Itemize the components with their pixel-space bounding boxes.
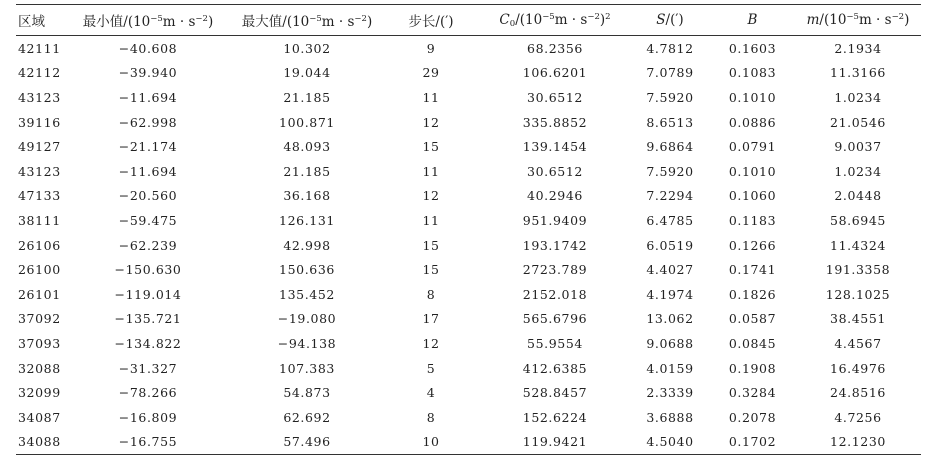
table-row: [16, 85, 921, 110]
table-row: [16, 257, 921, 282]
cell-b: 0.1083: [728, 65, 777, 81]
cell-c0: 55.9554: [527, 335, 583, 351]
cell-max: 48.093: [283, 139, 331, 155]
bottom-rule: [16, 454, 921, 455]
cell-region: 47133: [18, 188, 61, 204]
cell-m: 1.0234: [834, 89, 882, 105]
cell-min: −20.560: [118, 188, 178, 204]
cell-m: 191.3358: [825, 262, 891, 278]
statistics-table: [16, 4, 921, 455]
cell-s: 7.5920: [646, 163, 694, 179]
cell-m: 4.4567: [834, 335, 882, 351]
cell-step: 12: [422, 114, 440, 130]
cell-step: 5: [426, 360, 436, 376]
cell-c0: 106.6201: [522, 65, 588, 81]
cell-min: −39.940: [118, 65, 178, 81]
cell-region: 49127: [18, 139, 61, 155]
cell-region: 42112: [18, 65, 61, 81]
cell-b: 0.1183: [728, 212, 777, 228]
cell-min: −21.174: [118, 139, 178, 155]
cell-min: −40.608: [118, 40, 178, 56]
cell-region: 26106: [18, 237, 61, 253]
table-row: [16, 134, 921, 159]
cell-step: 11: [422, 212, 440, 228]
cell-b: 0.0886: [728, 114, 777, 130]
cell-m: 4.7256: [834, 409, 882, 425]
cell-min: −135.721: [114, 311, 182, 327]
cell-max: 150.636: [279, 262, 335, 278]
table-row: [16, 307, 921, 332]
cell-m: 16.4976: [830, 360, 886, 376]
cell-s: 7.2294: [646, 188, 694, 204]
table-row: [16, 430, 921, 455]
cell-b: 0.0845: [728, 335, 777, 351]
header-step: 步长/(′): [408, 14, 454, 30]
cell-max: 54.873: [283, 385, 331, 401]
cell-region: 38111: [18, 212, 61, 228]
cell-c0: 40.2946: [527, 188, 583, 204]
cell-b: 0.3284: [728, 385, 777, 401]
cell-min: −31.327: [118, 360, 178, 376]
cell-max: 21.185: [283, 89, 331, 105]
cell-min: −16.755: [118, 434, 178, 450]
cell-s: 4.0159: [646, 360, 694, 376]
cell-min: −59.475: [118, 212, 178, 228]
cell-s: 9.0688: [646, 335, 694, 351]
cell-s: 4.4027: [646, 262, 694, 278]
table-row: [16, 36, 921, 61]
cell-c0: 335.8852: [522, 114, 588, 130]
cell-step: 8: [426, 286, 436, 302]
cell-step: 11: [422, 89, 440, 105]
cell-m: 24.8516: [830, 385, 886, 401]
table-row: [16, 356, 921, 381]
cell-c0: 2723.789: [522, 262, 588, 278]
cell-s: 13.062: [646, 311, 694, 327]
cell-max: 107.383: [279, 360, 335, 376]
header-region: 区域: [18, 14, 45, 30]
cell-min: −119.014: [114, 286, 182, 302]
cell-b: 0.1266: [728, 237, 777, 253]
cell-m: 128.1025: [825, 286, 891, 302]
cell-s: 9.6864: [646, 139, 694, 155]
cell-c0: 565.6796: [522, 311, 588, 327]
table-row: [16, 233, 921, 258]
cell-c0: 193.1742: [522, 237, 588, 253]
cell-step: 11: [422, 163, 440, 179]
cell-region: 34088: [18, 434, 61, 450]
cell-region: 42111: [18, 40, 61, 56]
cell-region: 26100: [18, 262, 61, 278]
cell-b: 0.1010: [728, 163, 777, 179]
cell-c0: 412.6385: [522, 360, 588, 376]
cell-s: 8.6513: [646, 114, 694, 130]
cell-b: 0.1908: [728, 360, 777, 376]
cell-m: 11.3166: [830, 65, 886, 81]
cell-step: 15: [422, 237, 440, 253]
cell-c0: 2152.018: [522, 286, 588, 302]
cell-region: 26101: [18, 286, 61, 302]
cell-region: 43123: [18, 163, 61, 179]
cell-c0: 68.2356: [527, 40, 583, 56]
header-min: 最小值$/(10^{-5}m \cdot s^{-2})$: [82, 14, 214, 30]
header-s: S/(′): [656, 12, 684, 28]
cell-region: 43123: [18, 89, 61, 105]
cell-s: 4.7812: [646, 40, 694, 56]
cell-m: 58.6945: [830, 212, 886, 228]
cell-m: 9.0037: [834, 139, 882, 155]
cell-min: −134.822: [114, 335, 182, 351]
cell-s: 7.5920: [646, 89, 694, 105]
table-row: [16, 380, 921, 405]
header-max: 最大值$/(10^{-5}m \cdot s^{-2})$: [241, 14, 373, 30]
cell-min: −62.998: [118, 114, 178, 130]
cell-step: 4: [426, 385, 436, 401]
cell-max: 57.496: [283, 434, 331, 450]
cell-c0: 119.9421: [522, 434, 588, 450]
table-row: [16, 110, 921, 135]
cell-step: 17: [422, 311, 440, 327]
cell-region: 39116: [18, 114, 61, 130]
table-row: [16, 282, 921, 307]
cell-max: 42.998: [283, 237, 331, 253]
cell-region: 37092: [18, 311, 61, 327]
cell-b: 0.0587: [728, 311, 777, 327]
cell-c0: 951.9409: [522, 212, 588, 228]
cell-min: −62.239: [118, 237, 178, 253]
table-body: [16, 36, 921, 454]
cell-max: 100.871: [279, 114, 335, 130]
cell-c0: 528.8457: [522, 385, 588, 401]
cell-s: 6.4785: [646, 212, 694, 228]
cell-max: 36.168: [283, 188, 331, 204]
cell-step: 29: [422, 65, 440, 81]
table-row: [16, 331, 921, 356]
header-row: [16, 5, 921, 35]
header-m: $m/(10^{-5}m \cdot s^{-2})$: [806, 12, 910, 28]
cell-b: 0.1741: [728, 262, 777, 278]
cell-s: 7.0789: [646, 65, 694, 81]
cell-c0: 30.6512: [527, 89, 583, 105]
cell-max: 126.131: [279, 212, 335, 228]
table-row: [16, 208, 921, 233]
cell-step: 12: [422, 335, 440, 351]
cell-m: 1.0234: [834, 163, 882, 179]
cell-b: 0.1702: [728, 434, 777, 450]
cell-b: 0.1060: [728, 188, 777, 204]
cell-m: 2.0448: [834, 188, 882, 204]
cell-c0: 152.6224: [522, 409, 588, 425]
cell-step: 8: [426, 409, 436, 425]
cell-step: 9: [426, 40, 436, 56]
cell-s: 2.3339: [646, 385, 694, 401]
cell-max: 62.692: [283, 409, 331, 425]
cell-s: 4.1974: [646, 286, 694, 302]
cell-min: −78.266: [118, 385, 178, 401]
cell-step: 12: [422, 188, 440, 204]
cell-min: −11.694: [118, 163, 178, 179]
cell-c0: 30.6512: [527, 163, 583, 179]
cell-region: 32088: [18, 360, 61, 376]
table-row: [16, 405, 921, 430]
cell-b: 0.1010: [728, 89, 777, 105]
cell-step: 15: [422, 139, 440, 155]
table-row: [16, 184, 921, 209]
cell-s: 6.0519: [646, 237, 694, 253]
cell-min: −150.630: [114, 262, 182, 278]
cell-step: 10: [422, 434, 440, 450]
cell-region: 32099: [18, 385, 61, 401]
cell-min: −11.694: [118, 89, 178, 105]
cell-max: −19.080: [277, 311, 337, 327]
cell-max: 19.044: [283, 65, 331, 81]
cell-s: 3.6888: [646, 409, 694, 425]
cell-max: 21.185: [283, 163, 331, 179]
table-row: [16, 159, 921, 184]
cell-max: 135.452: [279, 286, 335, 302]
cell-b: 0.0791: [728, 139, 777, 155]
header-c0: $C_0/(10^{-5}m \cdot s^{-2})^2$: [499, 12, 611, 29]
cell-m: 11.4324: [830, 237, 886, 253]
cell-s: 4.5040: [646, 434, 694, 450]
table-row: [16, 61, 921, 86]
cell-b: 0.2078: [728, 409, 777, 425]
cell-m: 21.0546: [830, 114, 886, 130]
cell-c0: 139.1454: [522, 139, 588, 155]
cell-step: 15: [422, 262, 440, 278]
cell-min: −16.809: [118, 409, 178, 425]
cell-m: 2.1934: [834, 40, 882, 56]
header-b: B: [747, 12, 758, 28]
cell-max: 10.302: [283, 40, 331, 56]
cell-region: 37093: [18, 335, 61, 351]
cell-b: 0.1826: [728, 286, 777, 302]
cell-region: 34087: [18, 409, 61, 425]
cell-m: 12.1230: [830, 434, 886, 450]
cell-max: −94.138: [277, 335, 337, 351]
cell-m: 38.4551: [830, 311, 886, 327]
cell-b: 0.1603: [728, 40, 777, 56]
